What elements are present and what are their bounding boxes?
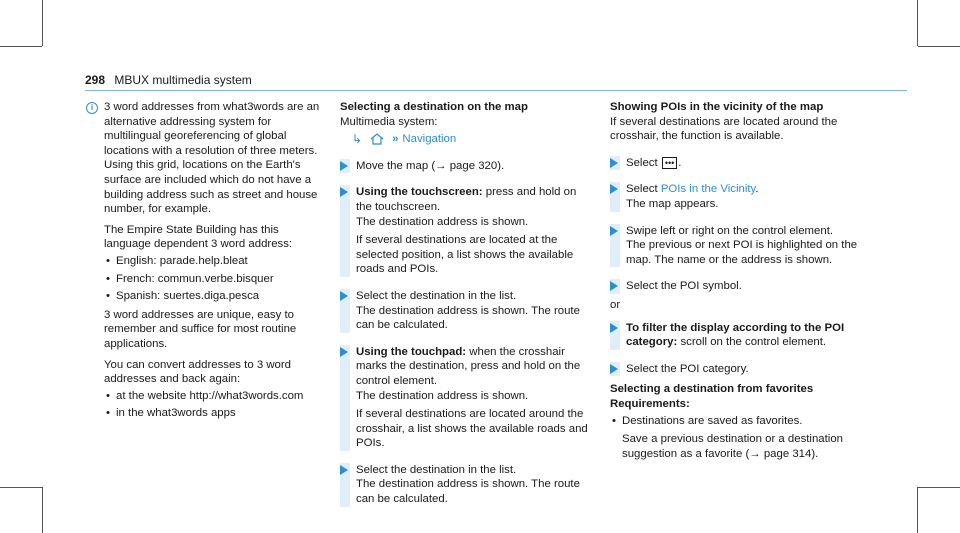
step-text: Move the map (→ page 320). xyxy=(356,159,505,172)
list-item: • Spanish: suertes.diga.pesca xyxy=(104,289,326,304)
step-result: The destination address is shown. xyxy=(356,215,529,228)
header-rule xyxy=(85,90,907,91)
step xyxy=(340,463,592,507)
step xyxy=(610,362,870,377)
step-bar xyxy=(610,362,620,377)
column-2 xyxy=(340,100,592,507)
step-bar xyxy=(340,289,350,333)
step-bar xyxy=(340,345,350,451)
requirements-label: Requirements: xyxy=(610,397,690,410)
step xyxy=(340,159,592,174)
step-result: The previous or next POI is highlighted on the map. The name or the address is shown. xyxy=(626,239,858,266)
step-bar xyxy=(340,463,350,507)
list-item-detail: Save a previous destination or a destination suggestion as a favorite (→ page 314). xyxy=(622,433,843,460)
step-bar xyxy=(610,182,620,211)
step-result: The map appears. xyxy=(626,197,719,210)
column-3 xyxy=(610,100,870,464)
page-header xyxy=(85,73,252,87)
info-para: 3 word addresses from what3words are an alternative addressing system for multilingual georeferencing of global locations with a resolution of three meters. Using this grid, locations on the Earth's surface are included which do not have a building address such as street and house number, for example. xyxy=(104,101,320,216)
pois-vicinity-link: POIs in the Vicinity xyxy=(660,183,756,196)
step-text: Select the POI category. xyxy=(626,362,749,375)
page-title: MBUX multimedia system xyxy=(114,73,252,87)
or-label: or xyxy=(610,298,621,311)
step-text: Using the touchscreen: press and hold on the touchscreen. xyxy=(356,186,577,213)
step xyxy=(610,156,870,171)
step xyxy=(610,321,870,350)
step-bar xyxy=(340,185,350,277)
list-item: • at the website http://what3words.com xyxy=(104,389,326,404)
column-1 xyxy=(86,100,326,424)
step-arrow-icon xyxy=(610,364,618,374)
step-result: The destination address is shown. The route can be calculated. xyxy=(356,478,580,506)
step xyxy=(610,279,870,294)
page-reference: → page 320 xyxy=(435,159,498,172)
crop-mark xyxy=(918,46,960,47)
home-icon xyxy=(370,133,384,145)
step-text: Select the destination in the list. xyxy=(356,289,517,302)
double-chevron-icon: » xyxy=(392,133,399,146)
page-reference: → page 314 xyxy=(749,447,812,460)
step xyxy=(340,185,592,277)
more-dots-icon: ••• xyxy=(662,157,677,169)
info-para: The Empire State Building has this language dependent 3 word address: xyxy=(104,223,293,251)
step-arrow-icon xyxy=(610,158,618,168)
step-arrow-icon xyxy=(340,291,348,301)
step xyxy=(610,182,870,211)
step-result: The destination address is shown. xyxy=(356,389,529,402)
step xyxy=(610,224,870,268)
source-list xyxy=(104,389,326,421)
step-text: Select POIs in the Vicinity. xyxy=(626,183,759,196)
step-bar xyxy=(610,321,620,350)
crop-mark xyxy=(917,487,918,533)
page-number: 298 xyxy=(85,73,106,87)
requirements-list xyxy=(610,414,870,462)
list-item: • English: parade.help.bleat xyxy=(104,254,326,269)
step-text: Select ••• . xyxy=(626,156,682,169)
step-arrow-icon xyxy=(610,226,618,236)
step-arrow-icon xyxy=(340,347,348,357)
step-result: The destination address is shown. The route can be calculated. xyxy=(356,304,580,332)
list-item: • in the what3words apps xyxy=(104,406,326,421)
navigation-link: Navigation xyxy=(402,133,457,146)
section-heading: Selecting a destination from favorites xyxy=(610,383,814,396)
step-note: If several destinations are located at the selected position, a list shows the available roads and POIs. xyxy=(356,234,574,276)
step-bar xyxy=(610,224,620,268)
crop-mark xyxy=(917,0,918,46)
example-list xyxy=(104,254,326,304)
step-arrow-icon xyxy=(340,465,348,475)
step-arrow-icon xyxy=(610,184,618,194)
crop-mark xyxy=(42,0,43,46)
step-text: Using the touchpad: when the crosshair marks the destination, press and hold on the control element. xyxy=(356,345,581,387)
step xyxy=(340,345,592,451)
crop-mark xyxy=(918,487,960,488)
section-intro: If several destinations are located around the crosshair, the function is available. xyxy=(610,115,838,143)
return-arrow-icon: ↳ xyxy=(352,132,363,147)
step-arrow-icon xyxy=(340,161,348,171)
list-item: • French: commun.verbe.bisquer xyxy=(104,272,326,287)
crop-mark xyxy=(0,487,42,488)
step-bar xyxy=(340,159,350,174)
info-icon: i xyxy=(86,102,98,114)
menu-path-label: Multimedia system: xyxy=(340,115,438,128)
crop-mark xyxy=(0,46,42,47)
menu-path xyxy=(340,132,592,147)
step-bar xyxy=(610,279,620,294)
step-note: If several destinations are located around the crosshair, a list shows the available roads and POIs. xyxy=(356,408,588,450)
step-arrow-icon xyxy=(610,281,618,291)
crop-mark xyxy=(42,487,43,533)
step xyxy=(340,289,592,333)
section-heading: Selecting a destination on the map xyxy=(340,101,528,113)
section-heading: Showing POIs in the vicinity of the map xyxy=(610,101,824,113)
step-text: Select the POI symbol. xyxy=(626,280,742,293)
list-item: • Destinations are saved as favorites. Save a previous destination or a destination suggestion as a favorite (→ page 314). xyxy=(610,414,870,462)
step-text: To filter the display according to the POI category: scroll on the control element. xyxy=(626,321,845,349)
info-para: 3 word addresses are unique, easy to remember and suffice for most routine applications. xyxy=(104,308,297,350)
step-arrow-icon xyxy=(340,187,348,197)
step-bar xyxy=(610,156,620,171)
step-text: Swipe left or right on the control element. xyxy=(626,224,834,237)
info-note xyxy=(86,100,326,424)
step-text: Select the destination in the list. xyxy=(356,463,517,476)
info-para: You can convert addresses to 3 word addresses and back again: xyxy=(104,358,292,386)
step-arrow-icon xyxy=(610,323,618,333)
